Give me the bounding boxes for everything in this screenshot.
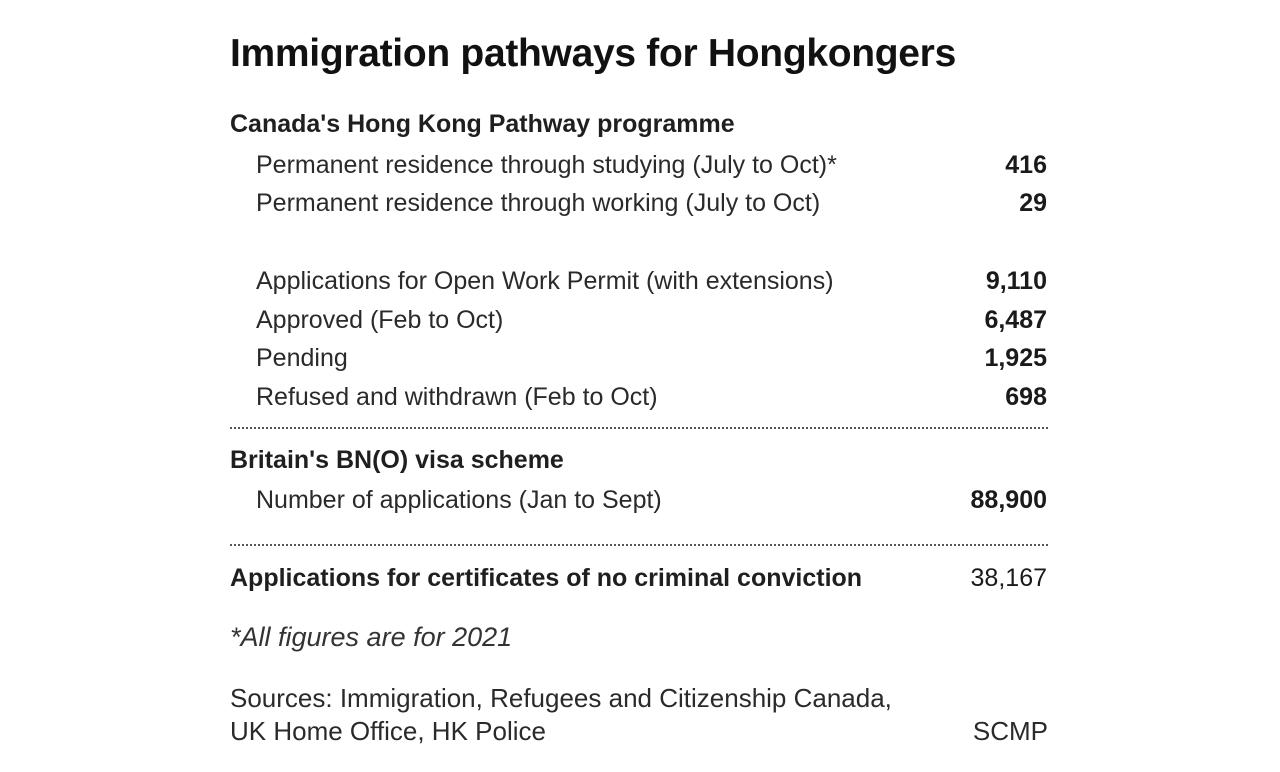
dotted-divider (230, 427, 1048, 429)
canada-section-heading: Canada's Hong Kong Pathway programme (230, 110, 735, 138)
table-row (256, 148, 1047, 182)
row-value: 416 (1005, 150, 1047, 179)
sources-line: UK Home Office, HK Police (230, 716, 546, 746)
infographic-card (230, 0, 1050, 772)
row-label: Permanent residence through working (July to Oct) (256, 188, 821, 217)
row-label: Applications for Open Work Permit (with extensions) (256, 266, 834, 295)
table-row (256, 186, 1047, 220)
britain-section-heading: Britain's BN(O) visa scheme (230, 446, 564, 474)
row-value: 29 (1019, 188, 1047, 217)
table-row (256, 341, 1047, 375)
dotted-divider (230, 544, 1048, 546)
table-row (256, 303, 1047, 337)
page-title: Immigration pathways for Hongkongers (230, 32, 956, 75)
footnote: *All figures are for 2021 (230, 622, 513, 652)
table-row (256, 483, 1047, 517)
row-label: Permanent residence through studying (July to Oct)* (256, 150, 837, 179)
row-value: 698 (1005, 382, 1047, 411)
row-label: Pending (256, 343, 348, 372)
row-label: Refused and withdrawn (Feb to Oct) (256, 382, 658, 411)
certificates-label: Applications for certificates of no criminal conviction (230, 563, 863, 592)
row-value: 88,900 (970, 485, 1047, 514)
table-row (256, 264, 1047, 298)
certificates-row (230, 560, 1047, 596)
certificates-value: 38,167 (970, 563, 1047, 592)
sources (230, 682, 892, 748)
row-value: 9,110 (985, 266, 1047, 295)
row-label: Approved (Feb to Oct) (256, 305, 504, 334)
sources-line: Sources: Immigration, Refugees and Citizenship Canada, (230, 683, 892, 713)
table-row (256, 380, 1047, 414)
row-value: 1,925 (984, 343, 1047, 372)
publisher-credit: SCMP (972, 716, 1048, 746)
row-value: 6,487 (984, 305, 1047, 334)
row-label: Number of applications (Jan to Sept) (256, 485, 662, 514)
